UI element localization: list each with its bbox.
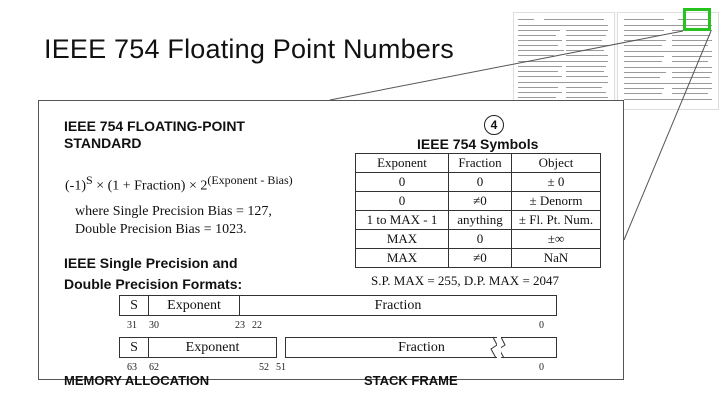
standard-title-line-2: STANDARD <box>64 135 142 151</box>
double-bit-63: 63 <box>127 362 137 373</box>
table-row <box>356 249 601 268</box>
double-fraction-field: Fraction <box>285 337 557 358</box>
table-cell: anything <box>449 211 512 230</box>
table-row <box>356 211 601 230</box>
single-bit-23: 23 <box>235 320 245 331</box>
table-cell: MAX <box>356 249 449 268</box>
zoomed-excerpt <box>38 100 624 388</box>
single-fraction-field: Fraction <box>239 295 557 316</box>
bias-description <box>75 203 272 239</box>
symbols-table-header <box>356 154 601 173</box>
table-cell: 0 <box>449 173 512 192</box>
formula-base: (-1) <box>65 178 86 194</box>
double-sign-field: S <box>119 337 149 358</box>
single-sign-field: S <box>119 295 149 316</box>
formats-title-line-1: IEEE Single Precision and <box>64 255 238 271</box>
single-bit-31: 31 <box>127 320 137 331</box>
table-cell: 0 <box>449 230 512 249</box>
single-bit-30: 30 <box>149 320 159 331</box>
header-fraction: Fraction <box>449 154 512 173</box>
formats-title <box>64 253 242 295</box>
slide-title: IEEE 754 Floating Point Numbers <box>44 34 454 64</box>
table-cell: ± Denorm <box>512 192 601 211</box>
symbols-title: IEEE 754 Symbols <box>417 136 539 152</box>
bias-line-2: Double Precision Bias = 1023. <box>75 222 247 237</box>
table-cell: ± Fl. Pt. Num. <box>512 211 601 230</box>
table-cell: NaN <box>512 249 601 268</box>
double-bit-0: 0 <box>539 362 544 373</box>
connector-line-left <box>330 31 683 100</box>
single-exponent-field: Exponent <box>148 295 240 316</box>
formula-middle: × (1 + Fraction) × 2 <box>92 178 208 194</box>
memory-allocation-heading: MEMORY ALLOCATION <box>64 373 210 388</box>
connector-line-right <box>624 31 711 240</box>
single-bit-0: 0 <box>539 320 544 331</box>
bias-line-1: where Single Precision Bias = 127, <box>75 204 272 219</box>
fraction-break-mark <box>487 337 509 358</box>
table-row <box>356 173 601 192</box>
standard-title-line-1: IEEE 754 FLOATING-POINT <box>64 118 245 134</box>
single-precision-format <box>119 295 557 316</box>
value-formula <box>65 173 293 195</box>
header-exponent: Exponent <box>356 154 449 173</box>
double-bit-51: 51 <box>276 362 286 373</box>
section-number-badge: 4 <box>484 115 504 135</box>
table-row <box>356 230 601 249</box>
stack-frame-heading: STACK FRAME <box>364 373 458 388</box>
header-object: Object <box>512 154 601 173</box>
double-precision-format <box>119 337 557 358</box>
single-bit-22: 22 <box>252 320 262 331</box>
double-bit-62: 62 <box>149 362 159 373</box>
standard-title <box>64 118 245 152</box>
double-exponent-field: Exponent <box>148 337 277 358</box>
table-cell: ≠0 <box>449 249 512 268</box>
zoom-highlight-box <box>683 8 711 31</box>
table-row <box>356 192 601 211</box>
symbols-table <box>355 153 601 268</box>
formats-title-line-2: Double Precision Formats: <box>64 276 243 292</box>
double-bit-52: 52 <box>259 362 269 373</box>
formula-sign-exponent: S <box>86 173 93 187</box>
table-cell: ±∞ <box>512 230 601 249</box>
table-cell: 0 <box>356 192 449 211</box>
table-cell: 1 to MAX - 1 <box>356 211 449 230</box>
formula-power: (Exponent - Bias) <box>207 173 293 187</box>
max-note: S.P. MAX = 255, D.P. MAX = 2047 <box>371 273 560 288</box>
table-cell: ± 0 <box>512 173 601 192</box>
table-cell: 0 <box>356 173 449 192</box>
table-cell: ≠0 <box>449 192 512 211</box>
table-cell: MAX <box>356 230 449 249</box>
